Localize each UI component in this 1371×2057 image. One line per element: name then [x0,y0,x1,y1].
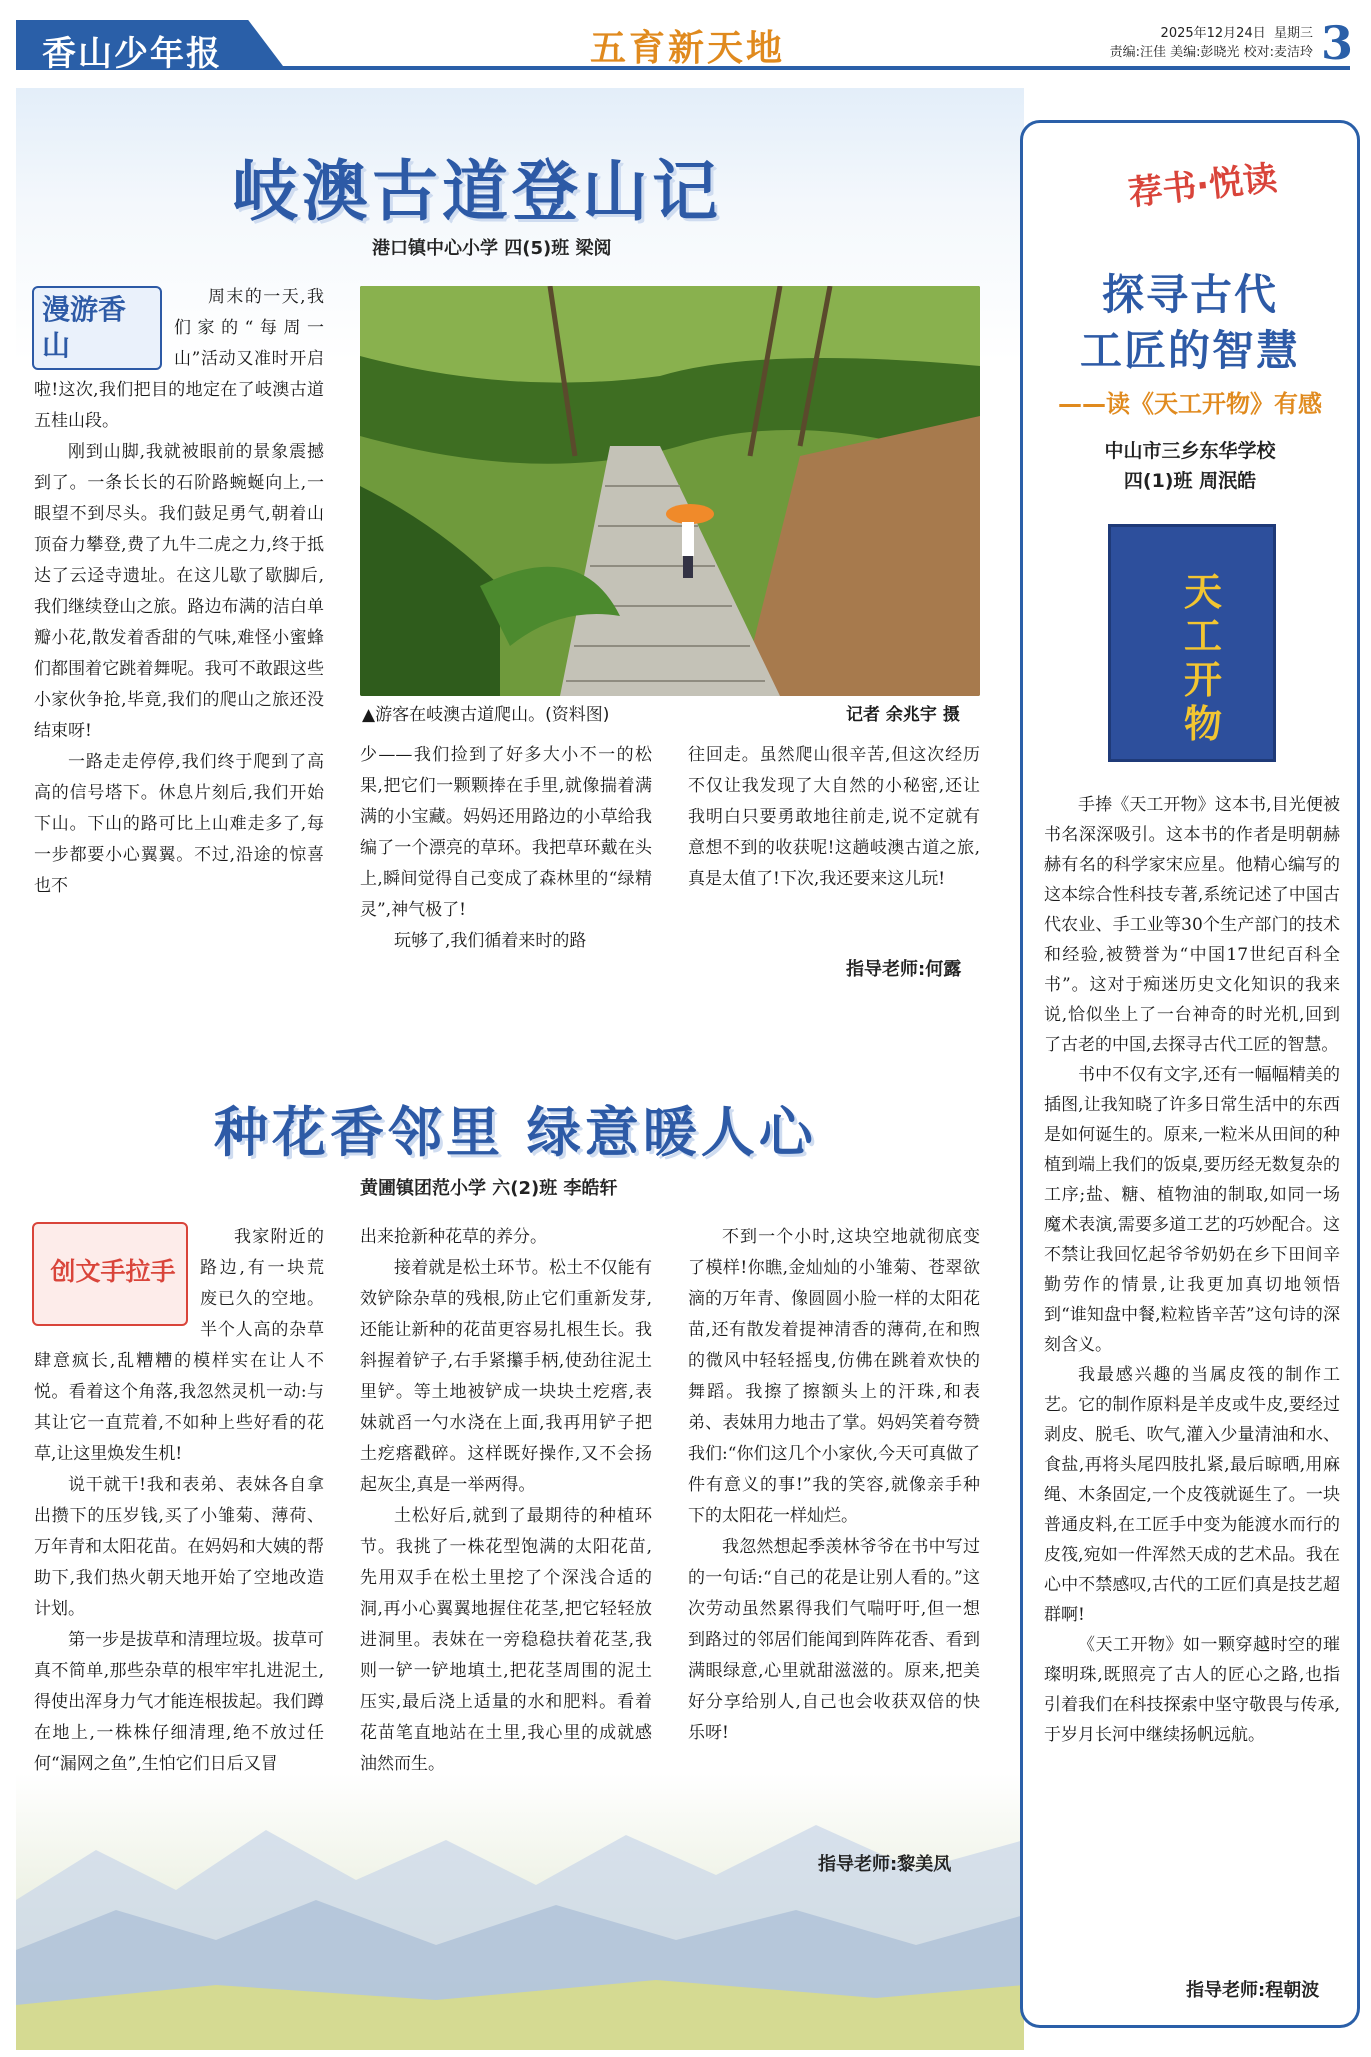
article1-col2-para2: 玩够了,我们循着来时的路 [394,931,587,951]
article2-col1-para1: 我家附近的路边,有一块荒废已久的空地。半个人高的杂草肆意疯长,乱糟糟的模样实在让人不悦。看着这个角落,我忽然灵机一动:与其让它一直荒着,不如种上些好看的花草,让这里焕发生机! [34,1227,324,1464]
hiking-trail-photo [360,286,980,696]
article2-column3 [688,1222,980,1749]
sidebar-para2: 书中不仅有文字,还有一幅幅精美的插图,让我知晓了许多日常生活中的东西是如何诞生的。原来,一粒米从田间的种植到端上我们的饭桌,要历经无数复杂的工序;盐、糖、植物油的制取,如同一场魔术表演,需要多道工艺的巧妙配合。这不禁让我回忆起爷爷奶奶在乡下田间辛勤劳作的情景,让我更加真切地领悟到“谁知盘中餐,粒粒皆辛苦”这句诗的深刻含义。 [1044,1065,1340,1355]
book-cover-title: 天工开物 [1183,570,1222,746]
sidebar-badge: 荐书·悦读 [1126,158,1279,214]
article1-teacher: 指导老师:何露 [846,959,962,980]
article1-col2-para1: 少——我们捡到了好多大小不一的松果,把它们一颗颗捧在手里,就像揣着满满的小宝藏。妈妈还用路边的小草给我编了一个漂亮的草环。我把草环戴在头上,瞬间觉得自己变成了森林里的“绿精灵”,神气极了! [360,745,652,920]
issue-weekday: 星期三 [1273,26,1313,41]
article1-col1-para3: 一路走走停停,我们终于爬到了高高的信号塔下。休息片刻后,我们开始下山。下山的路可比上山难走多了,每一步都要小心翼翼。不过,沿途的惊喜也不 [34,752,324,896]
article2-column2 [360,1222,652,1780]
badge-float-spacer [34,282,174,374]
article1-column2 [360,740,652,957]
section-title: 五育新天地 [590,28,786,69]
sidebar-para1: 手捧《天工开物》这本书,目光便被书名深深吸引。这本书的作者是明朝赫赫有名的科学家宋应星。他精心编写的这本综合性科技专著,系统记述了中国古代农业、手工业等30个生产部门的技术和经验,被赞誉为“中国17世纪百科全书”。这对于痴迷历史文化知识的我来说,恰似坐上了一台神奇的时光机,回到了古老的中国,去探寻古代工匠的智慧。 [1044,795,1340,1055]
article2-byline: 黄圃镇团范小学 六(2)班 李皓轩 [360,1178,618,1199]
badge-float-spacer [34,1222,200,1346]
sidebar-para3: 我最感兴趣的当属皮筏的制作工艺。它的制作原料是羊皮或牛皮,要经过剥皮、脱毛、吹气,灌入少量清油和水、食盐,再将头尾四肢扎紧,最后晾晒,用麻绳、木条固定,一个皮筏就诞生了。一块普通皮料,在工匠手中变为能渡水而行的皮筏,宛如一件浑然天成的艺术品。我在心中不禁感叹,古代的工匠们真是技艺超群啊! [1044,1365,1340,1625]
article1-badge-label: 漫游香山 [42,293,127,362]
sidebar-class: 四(1)班 周泯皓 [1123,470,1257,492]
article2-col2-para1: 出来抢新种花草的养分。 [360,1227,547,1247]
article2-badge-label: 创文手拉手 [50,1257,176,1286]
sidebar-subtitle: ——读《天工开物》有感 [1058,390,1322,418]
sidebar-teacher: 指导老师:程朝波 [1186,1980,1320,2001]
header-rule [270,66,1350,70]
article2-col2-para2: 接着就是松土环节。松土不仅能有效铲除杂草的残根,防止它们重新发芽,还能让新种的花苗更容易扎根生长。我斜握着铲子,右手紧攥手柄,使劲往泥土里铲。等土地被铲成一块块土疙瘩,表妹就舀一勺水浇在上面,我再用铲子把土疙瘩戳碎。这样既好操作,又不会扬起灰尘,真是一举两得。 [360,1258,652,1495]
article2-title: 种花香邻里 绿意暖人心 [214,1101,817,1164]
sidebar-school: 中山市三乡东华学校 [1104,440,1276,462]
article1-col3-para1: 往回走。虽然爬山很辛苦,但这次经历不仅让我发现了大自然的小秘密,还让我明白只要勇敢地往前走,说不定就有意想不到的收获呢!这趟岐澳古道之旅,真是太值了!下次,我还要来这儿玩! [688,745,980,889]
article1-byline: 港口镇中心小学 四(5)班 梁阅 [372,238,612,259]
page-number: 3 [1320,16,1353,70]
sidebar-body [1044,790,1340,1750]
article1-column3 [688,740,980,895]
article2-col3-para2: 我忽然想起季羡林爷爷在书中写过的一句话:“自己的花是让别人看的。”这次劳动虽然累得我们气喘吁吁,但一想到路过的邻居们能闻到阵阵花香、看到满眼绿意,心里就甜滋滋的。原来,把美好分享给别人,自己也会收获双倍的快乐呀! [688,1537,980,1743]
article2-col3-para1: 不到一个小时,这块空地就彻底变了模样!你瞧,金灿灿的小雏菊、苍翠欲滴的万年青、像圆圆小脸一样的太阳花苗,还有散发着提神清香的薄荷,在和煦的微风中轻轻摇曳,仿佛在跳着欢快的舞蹈。我擦了擦额头上的汗珠,和表弟、表妹用力地击了掌。妈妈笑着夸赞我们:“你们这几个小家伙,今天可真做了件有意义的事!”我的笑容,就像亲手种下的太阳花一样灿烂。 [688,1227,980,1526]
article2-col2-para3: 土松好后,就到了最期待的种植环节。我挑了一株花型饱满的太阳花苗,先用双手在松土里挖了个深浅合适的洞,再小心翼翼地握住花茎,把它轻轻放进洞里。表妹在一旁稳稳扶着花茎,我则一铲一铲地填土,把花茎周围的泥土压实,最后浇上适量的水和肥料。看着花苗笔直地站在土里,我心里的成就感油然而生。 [360,1506,652,1774]
article1-column1 [34,282,324,902]
photo-credit: 记者 余兆宇 摄 [846,705,960,725]
sidebar-title-line1: 探寻古代 [1101,270,1278,319]
article2-teacher: 指导老师:黎美凤 [818,1854,952,1875]
header-meta [1110,24,1313,62]
article1-col1-para2: 刚到山脚,我就被眼前的景象震撼到了。一条长长的石阶路蜿蜒向上,一眼望不到尽头。我们鼓足勇气,朝着山顶奋力攀登,费了九牛二虎之力,终于抵达了云迳寺遗址。在这儿歇了歇脚后,我们继续登山之旅。路边布满的洁白单瓣小花,散发着香甜的气味,难怪小蜜蜂们都围着它跳着舞呢。我可不敢跟这些小家伙争抢,毕竟,我们的爬山之旅还没结束呀! [34,442,324,741]
issue-date: 2025年12月24日 [1160,26,1266,41]
article1-title: 岐澳古道登山记 [232,153,722,230]
page-header [0,0,1371,78]
paper-name: 香山少年报 [42,34,222,74]
article2-col1-para2: 说干就干!我和表弟、表妹各自拿出攒下的压岁钱,买了小雏菊、薄荷、万年青和太阳花苗。在妈妈和大姨的帮助下,我们热火朝天地开始了空地改造计划。 [34,1475,324,1619]
sidebar-para4: 《天工开物》如一颗穿越时空的璀璨明珠,既照亮了古人的匠心之路,也指引着我们在科技探索中坚守敬畏与传承,于岁月长河中继续扬帆远航。 [1044,1635,1340,1745]
article2-column1 [34,1222,324,1780]
sidebar-title-line2: 工匠的智慧 [1079,326,1300,375]
photo-caption: ▲游客在岐澳古道爬山。(资料图) [362,705,610,725]
article2-col1-para3: 第一步是拔草和清理垃圾。拔草可真不简单,那些杂草的根牢牢扎进泥土,得使出浑身力气才能连根拔起。我们蹲在地上,一株株仔细清理,绝不放过任何“漏网之鱼”,生怕它们日后又冒 [34,1630,324,1774]
article1-col1-para1: 周末的一天,我们家的“每周一山”活动又准时开启啦!这次,我们把目的地定在了岐澳古道五桂山段。 [34,287,324,431]
mountain-landscape-illustration [16,1780,1024,2050]
staff-credits: 责编:汪佳 美编:彭晓光 校对:麦洁玲 [1109,45,1313,60]
